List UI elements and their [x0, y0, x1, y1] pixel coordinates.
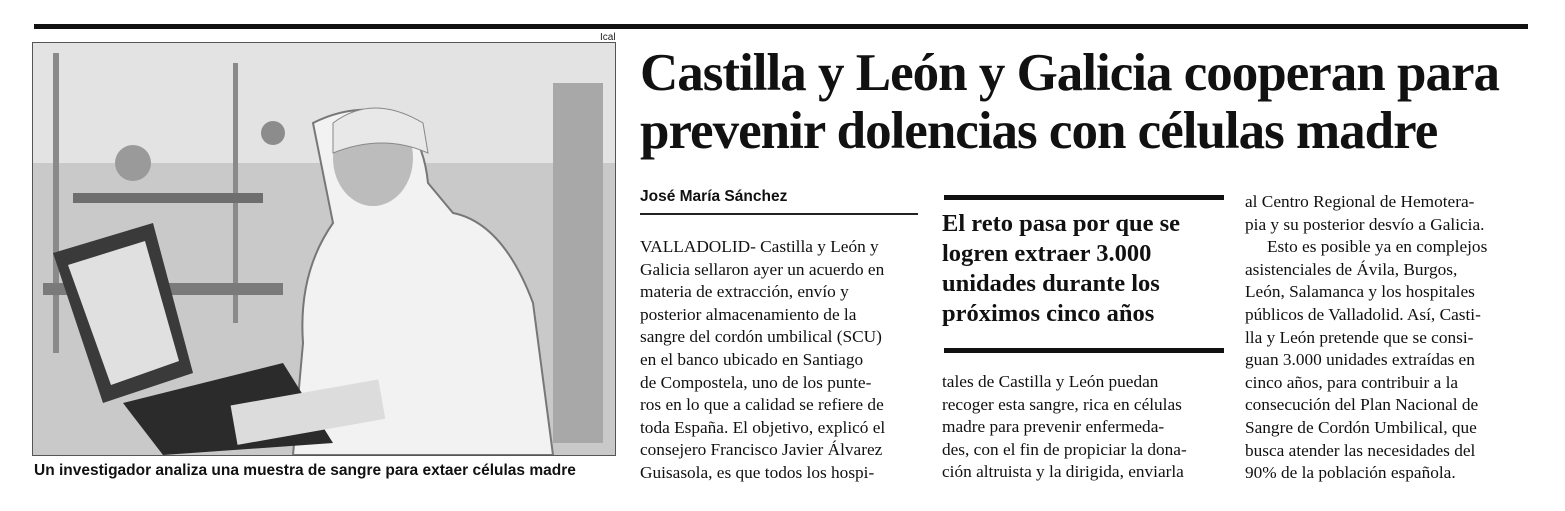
text-line: tales de Castilla y León puedan — [942, 372, 1159, 391]
text-line: Esto es posible ya en complejos — [1267, 237, 1488, 257]
text-line: en el banco ubicado en Santiago — [640, 349, 864, 369]
text-line: consejero Francisco Javier Álvarez — [640, 440, 883, 460]
photo-credit: Ical — [600, 32, 616, 43]
text-line: cinco años, para contribuir a la — [1245, 372, 1459, 392]
text-line: consecución del Plan Nacional de — [1245, 395, 1479, 415]
text-line: Sangre de Cordón Umbilical, que — [1245, 417, 1477, 437]
text-line: Galicia sellaron ayer un acuerdo en — [640, 259, 885, 279]
text-line: León, Salamanca y los hospitales — [1245, 282, 1475, 302]
text-line: toda España. El objetivo, explicó el — [640, 417, 886, 437]
text-line: al Centro Regional de Hemotera- — [1245, 192, 1475, 211]
text-line: 90% de la población española. — [1245, 463, 1456, 483]
text-line: lla y León pretende que se consi- — [1245, 327, 1474, 347]
article-column-3 — [1245, 191, 1530, 485]
text-line: recoger esta sangre, rica en células — [942, 394, 1182, 414]
text-line: guan 3.000 unidades extraídas en — [1245, 350, 1475, 370]
text-line: VALLADOLID- Castilla y León y — [640, 237, 879, 256]
text-line: ción altruista y la dirigida, enviarla — [942, 462, 1184, 482]
pullquote-bottom-rule — [944, 348, 1224, 353]
photo-illustration — [33, 43, 615, 455]
top-rule — [34, 24, 1528, 29]
text-line: de Compostela, uno de los punte- — [640, 372, 872, 392]
text-line: madre para prevenir enfermeda- — [942, 417, 1165, 437]
text-line: sangre del cordón umbilical (SCU) — [640, 327, 882, 347]
text-line: materia de extracción, envío y — [640, 282, 849, 302]
article-column-1 — [640, 236, 920, 485]
text-line: ros en lo que a calidad se refiere de — [640, 395, 884, 415]
byline: José María Sánchez — [640, 188, 788, 205]
pullquote-line: unidades durante los — [942, 270, 1160, 297]
text-line: Guisasola, es que todos los hospi- — [640, 462, 875, 482]
text-line: busca atender las necesidades del — [1245, 440, 1476, 460]
pullquote — [942, 209, 1232, 329]
pullquote-line: próximos cinco años — [942, 300, 1155, 327]
pullquote-line: El reto pasa por que se — [942, 210, 1180, 237]
news-photo — [32, 42, 616, 456]
article-column-2 — [942, 371, 1227, 484]
byline-rule — [640, 213, 918, 215]
text-line: posterior almacenamiento de la — [640, 304, 857, 324]
text-line: asistenciales de Ávila, Burgos, — [1245, 259, 1458, 279]
headline-line: Castilla y León y Galicia cooperan para — [640, 44, 1500, 102]
pullquote-line: logren extraer 3.000 — [942, 240, 1152, 267]
headline — [640, 44, 1540, 160]
pullquote-top-rule — [944, 195, 1224, 200]
headline-line: prevenir dolencias con células madre — [640, 102, 1438, 160]
text-line: pia y su posterior desvío a Galicia. — [1245, 214, 1485, 234]
photo-caption: Un investigador analiza una muestra de sangre para extaer células madre — [34, 462, 576, 479]
text-line: des, con el fin de propiciar la dona- — [942, 439, 1187, 459]
text-line: públicos de Valladolid. Así, Casti- — [1245, 304, 1481, 324]
